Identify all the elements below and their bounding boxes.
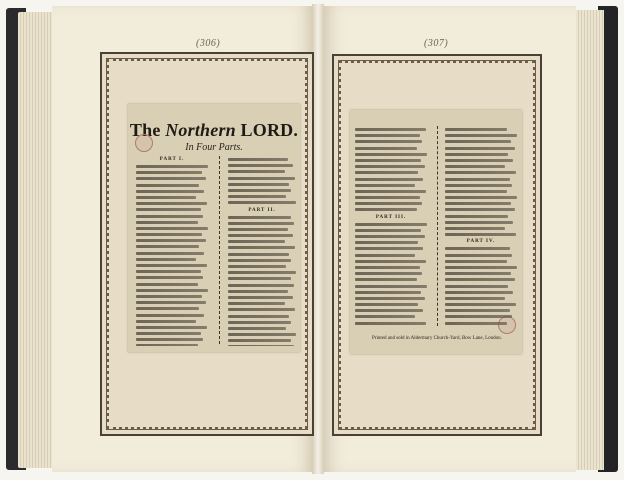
verse-line	[445, 322, 507, 325]
verse-line	[228, 259, 291, 262]
verse-line	[136, 338, 203, 341]
verse-line	[228, 246, 295, 249]
verse-line	[136, 258, 196, 261]
verse-line	[136, 184, 199, 187]
verse-line	[445, 266, 517, 269]
verse-line	[355, 184, 415, 187]
verse-line	[445, 165, 505, 168]
verse-line	[228, 315, 289, 318]
verse-line	[355, 159, 421, 162]
verse-line	[228, 183, 289, 186]
verse-line	[445, 233, 516, 236]
verse-line	[228, 177, 295, 180]
verse-line	[355, 196, 420, 199]
verse-line	[136, 239, 206, 242]
verse-line	[136, 190, 204, 193]
verse-line	[445, 202, 511, 205]
verse-line	[355, 241, 418, 244]
verse-line	[136, 295, 202, 298]
verse-column-left-1	[136, 156, 208, 346]
verse-line	[136, 270, 201, 273]
verse-line	[355, 266, 420, 269]
verse-line	[445, 140, 511, 143]
ballad-subtitle: In Four Parts.	[185, 142, 243, 153]
verse-line	[445, 291, 513, 294]
title-pre: The	[129, 120, 166, 140]
verse-line	[228, 189, 291, 192]
verse-line	[228, 333, 296, 336]
verse-line	[228, 308, 295, 311]
verse-line	[355, 171, 418, 174]
part-heading: PART I.	[159, 157, 185, 162]
part-heading: PART III.	[375, 214, 407, 220]
verse-line	[355, 208, 417, 211]
verse-line	[355, 190, 426, 193]
verse-line	[228, 327, 286, 330]
verse-line	[136, 165, 208, 168]
verse-line	[136, 252, 204, 255]
page-number-right: (307)	[424, 38, 449, 49]
verse-line	[445, 254, 512, 257]
verse-line	[445, 303, 516, 306]
verse-line	[228, 195, 286, 198]
verse-line	[445, 227, 505, 230]
verse-line	[445, 278, 515, 281]
verse-line	[355, 140, 422, 143]
verse-line	[355, 134, 420, 137]
verse-line	[355, 272, 422, 275]
verse-line	[228, 240, 285, 243]
verse-line	[228, 339, 291, 342]
verse-line	[445, 171, 516, 174]
verse-line	[355, 165, 425, 168]
verse-line	[355, 322, 426, 325]
ballad-title	[128, 120, 300, 141]
verse-line	[445, 221, 513, 224]
verse-line	[228, 234, 293, 237]
verse-line	[136, 276, 203, 279]
verse-line	[355, 128, 426, 131]
verse-line	[136, 264, 207, 267]
verse-line	[136, 245, 199, 248]
verse-line	[355, 315, 415, 318]
verse-line	[136, 314, 204, 317]
verse-line	[136, 227, 208, 230]
verse-line	[355, 278, 417, 281]
column-divider	[219, 156, 220, 344]
verse-line	[445, 297, 505, 300]
verse-line	[355, 291, 421, 294]
verse-line	[228, 277, 291, 280]
left-page-edges	[18, 12, 56, 468]
verse-line	[355, 235, 425, 238]
verse-line	[355, 153, 427, 156]
imprint-line: Printed and sold in Aldermary Church-Yard, Bow Lane, London.	[372, 336, 502, 341]
verse-line	[445, 215, 508, 218]
part-heading: PART IV.	[466, 239, 496, 245]
verse-line	[228, 345, 294, 346]
verse-line	[445, 190, 507, 193]
verse-line	[228, 321, 291, 324]
verse-line	[136, 196, 196, 199]
verse-line	[445, 184, 512, 187]
verse-line	[136, 233, 202, 236]
verse-column-right-1	[355, 128, 427, 328]
verse-column-left-2	[228, 158, 296, 346]
verse-line	[136, 208, 201, 211]
verse-line	[136, 177, 206, 180]
right-page-edges	[572, 10, 604, 470]
verse-line	[445, 196, 517, 199]
verse-line	[136, 320, 196, 323]
verse-line	[445, 272, 511, 275]
part-heading: PART II.	[248, 207, 276, 213]
verse-line	[136, 301, 206, 304]
verse-line	[136, 332, 201, 335]
verse-line	[445, 285, 508, 288]
verse-line	[355, 303, 418, 306]
verse-line	[355, 297, 425, 300]
verse-line	[445, 147, 515, 150]
verse-line	[136, 221, 198, 224]
verse-line	[355, 223, 427, 226]
verse-line	[445, 178, 510, 181]
column-divider	[437, 126, 438, 326]
verse-line	[228, 158, 288, 161]
verse-line	[228, 253, 289, 256]
verse-line	[136, 283, 198, 286]
title-post: LORD.	[235, 120, 299, 140]
verse-line	[445, 159, 513, 162]
verse-line	[445, 208, 515, 211]
verse-line	[445, 315, 512, 318]
verse-line	[136, 326, 207, 329]
verse-line	[445, 134, 517, 137]
verse-line	[445, 309, 510, 312]
verse-line	[228, 216, 291, 219]
verse-line	[136, 215, 203, 218]
verse-line	[228, 228, 288, 231]
verse-line	[228, 170, 285, 173]
verse-line	[355, 229, 421, 232]
verse-line	[136, 171, 202, 174]
verse-line	[136, 344, 198, 346]
verse-line	[355, 178, 423, 181]
verse-line	[355, 147, 417, 150]
verse-line	[445, 128, 507, 131]
verse-line	[355, 260, 426, 263]
verse-line	[355, 285, 427, 288]
verse-column-right-2	[445, 128, 517, 328]
verse-line	[228, 271, 296, 274]
verse-line	[228, 284, 294, 287]
verse-line	[445, 260, 507, 263]
verse-line	[355, 202, 422, 205]
verse-line	[355, 247, 423, 250]
verse-line	[228, 296, 293, 299]
verse-line	[136, 289, 208, 292]
verse-line	[228, 290, 288, 293]
title-italic: Northern	[165, 120, 236, 140]
verse-line	[136, 202, 207, 205]
verse-line	[445, 153, 508, 156]
verse-line	[445, 247, 510, 250]
verse-line	[136, 307, 199, 310]
page-number-left: (306)	[196, 38, 221, 49]
verse-line	[355, 309, 423, 312]
verse-line	[228, 201, 296, 204]
verse-line	[355, 254, 415, 257]
verse-line	[228, 265, 286, 268]
verse-line	[228, 222, 294, 225]
library-stamp-icon	[135, 134, 153, 152]
verse-line	[228, 302, 285, 305]
verse-line	[228, 164, 293, 167]
